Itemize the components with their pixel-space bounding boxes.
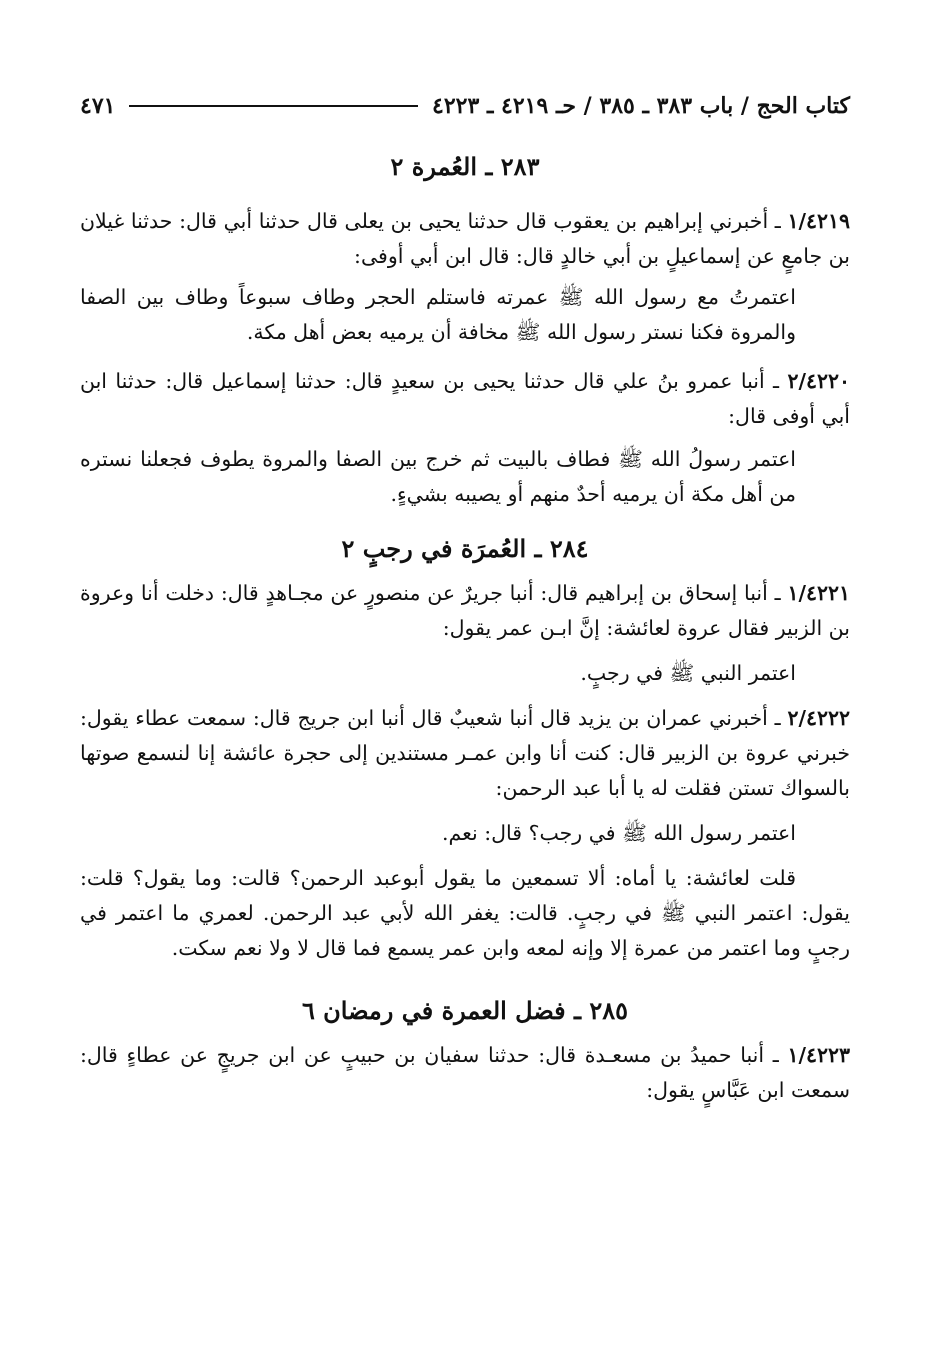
hadith-continuation: قلت لعائشة: يا أماه: ألا تسمعين ما يقول أبوعبد الرحمن؟ قالت: وما يقول؟ قلت: يقول: اعتمر النبي ﷺ في رجبٍ. قالت: يغفر الله لأبي عبد الرحمن. لعمري ما اعتمر في رجبٍ وما اعتمر من عمرة إلا وإنه لمعه وابن عمر يسمع فما قال لا ولا نعم سكت. bbox=[80, 866, 850, 960]
hadith-isnad bbox=[80, 204, 850, 274]
page-number: ٤٧١ bbox=[80, 93, 116, 119]
chapter-title: ٢٨٤ ـ العُمرَة في رجبٍ ٢ bbox=[341, 534, 589, 563]
header-rule bbox=[129, 105, 418, 107]
hadith-number: ١/٤٢١٩ bbox=[787, 209, 850, 233]
isnad-text: ـ أنبا حميدُ بن مسعـدة قال: حدثنا سفيان بن حبيبٍ عن ابن جريجٍ عن عطاءٍ قال: سمعت ابن عَبَّاسٍ يقول: bbox=[80, 1043, 850, 1102]
hadith-number: ١/٤٢٢١ bbox=[787, 581, 850, 605]
chapter-title: ٢٨٥ ـ فضل العمرة في رمضان ٦ bbox=[301, 996, 629, 1025]
hadith-number: ٢/٤٢٢٠ bbox=[787, 369, 850, 393]
isnad-text: ـ أنبا إسحاق بن إبراهيم قال: أنبا جريرٌ عن منصورٍ عن مجـاهدٍ قال: دخلت أنا وعروة بن الزبير فقال عروة لعائشة: إنَّ ابـن عمر يقول: bbox=[80, 581, 850, 640]
page-header bbox=[80, 88, 850, 124]
hadith-isnad bbox=[80, 701, 850, 806]
hadith-isnad bbox=[80, 1038, 850, 1108]
hadith-isnad bbox=[80, 576, 850, 646]
hadith-matn: اعتمر رسولُ الله ﷺ فطاف بالبيت ثم خرج بين الصفا والمروة يطوف فجعلنا نستره من أهل مكة أن يرميه أحدٌ منهم أو يصيبه بشيءٍ. bbox=[80, 447, 796, 506]
chapter-title: ٢٨٣ ـ العُمرة ٢ bbox=[390, 152, 540, 181]
hadith-matn: اعتمر رسول الله ﷺ في رجب؟ قال: نعم. bbox=[441, 821, 796, 845]
book-page bbox=[80, 88, 850, 1108]
isnad-text: ـ أنبا عمرو بنُ علي قال حدثنا يحيى بن سعيدٍ قال: حدثنا إسماعيل قال: حدثنا ابن أبي أوفى قال: bbox=[80, 369, 850, 428]
running-title: كتاب الحج / باب ٣٨٣ ـ ٣٨٥ / حـ ٤٢١٩ ـ ٤٢٢٣ bbox=[432, 93, 850, 119]
hadith-number: ١/٤٢٢٣ bbox=[787, 1043, 850, 1067]
isnad-text: ـ أخبرني عمران بن يزيد قال أنبا شعيبٌ قال أنبا ابن جريج قال: سمعت عطاء يقول: خبرني عروة بن الزبير قال: كنت أنا وابن عمـر مستندين إلى حجرة عائشة إنا لنسمع صوتها بالسواك تستن فقلت له يا أبا عبد الرحمن: bbox=[80, 706, 850, 800]
hadith-matn: اعتمرتُ مع رسول الله ﷺ عمرته فاستلم الحجر وطاف سبوعاً وطاف بين الصفا والمروة فكنا نستر رسول الله ﷺ مخافة أن يرميه بعض أهل مكة. bbox=[80, 285, 796, 344]
hadith-matn: اعتمر النبي ﷺ في رجبٍ. bbox=[580, 661, 796, 685]
hadith-isnad bbox=[80, 364, 850, 434]
isnad-text: ـ أخبرني إبراهيم بن يعقوب قال حدثنا يحيى بن يعلى قال حدثنا أبي قال: حدثنا غيلان بن جامعٍ عن إسماعيلٍ بن أبي خالدٍ قال: قال ابن أبي أوفى: bbox=[80, 209, 850, 268]
hadith-number: ٢/٤٢٢٢ bbox=[787, 706, 850, 730]
